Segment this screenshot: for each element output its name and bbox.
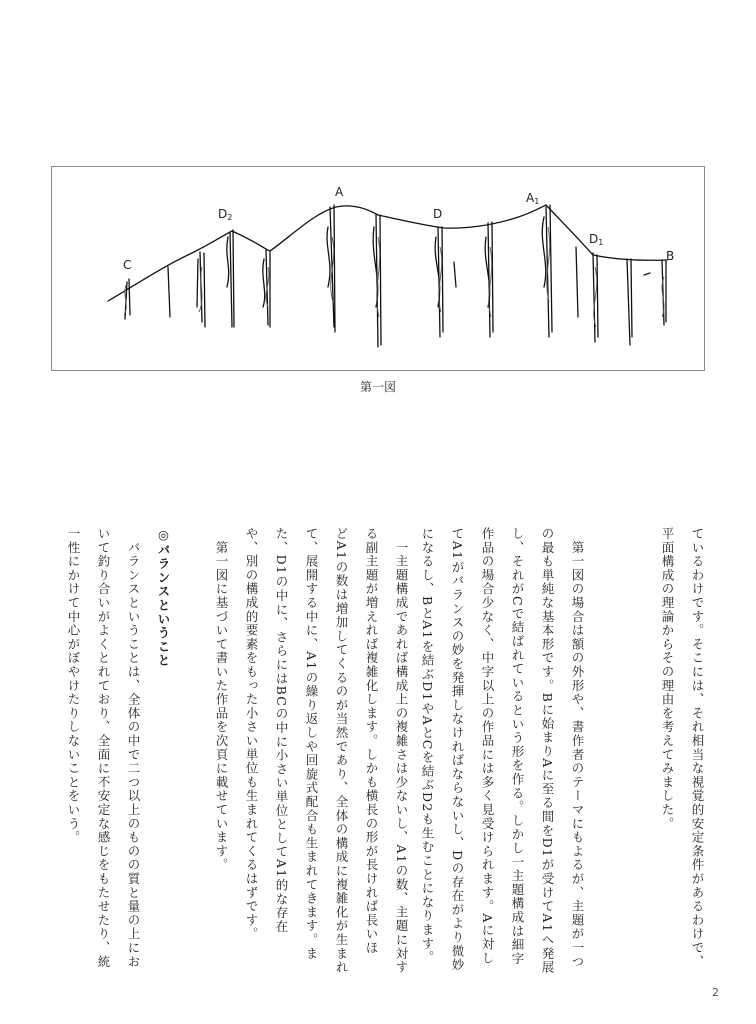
text-line: 作品の場合少なく、中字以上の作品には多く見受けられます。Aに対し	[480, 527, 495, 966]
text-block-4	[58, 527, 178, 977]
text-block-3	[206, 527, 416, 977]
text-line: 第一図に基づいて書いた作品を次頁に載せています。	[214, 527, 229, 872]
text-line: いて釣り合いがよくとれており、全面に不安定な感じをもたせたり、統	[96, 527, 111, 969]
page-number: 2	[712, 986, 719, 999]
text-line: 一性にかけて中心がぼやけたりしないことをいう。	[66, 527, 81, 845]
label-b: B	[666, 249, 675, 263]
text-line: る副主題が増えれば複雑化します。しかも横長の形が長ければ長いほ	[364, 527, 379, 955]
text-line: てA1がバランスの妙を発揮しなければならないし、Dの存在がより微妙	[450, 527, 465, 972]
label-a1: $A_1$	[526, 191, 540, 206]
figure-caption: 第一図	[359, 380, 396, 394]
text-line: 平面構成の理論からその理由を考えてみました。	[660, 527, 675, 831]
label-d1: $D_1$	[589, 232, 604, 247]
text-line: し、それがCで結ばれているという形を作る。しかし一主題構成は細字	[510, 527, 525, 966]
text-line: の最も単純な基本形です。Bに始まりAに至る間をD1が受けてA1へ発展	[540, 527, 555, 975]
text-line: になるし、BとA1を結ぶD1やAとCを結ぶD2も生むことになります。	[420, 527, 435, 965]
label-d2: $D_2$	[218, 207, 233, 222]
text-line: ているわけです。そこには、それ相当な視覚的安定条件があるわけで、	[690, 527, 705, 969]
text-line: や、別の構成的要素をもった小さい単位も生まれてくるはずです。	[244, 527, 259, 941]
section-heading-balance: ◎バランスということ	[156, 527, 171, 668]
text-line: 第一図の場合は額の外形や、書作者のテーマにもよるが、主題が一つ	[570, 527, 585, 969]
text-line: 一主題構成であれば構成上の複雑さは少ないし、A1の数、主題に対す	[394, 527, 409, 975]
text-line: て、展開する中に、A1の繰り返しや回旋式配合も生まれてきます。ま	[304, 527, 319, 961]
figure-frame	[51, 166, 705, 371]
text-line: バランスということは、全体の中で二つ以上のものの質と量の上にお	[126, 527, 141, 969]
text-line: た、D1の中に、さらにはBCの中に小さい単位としてA1的な存在	[274, 527, 289, 934]
label-c: C	[123, 258, 132, 272]
label-a: A	[335, 185, 344, 199]
mountain-contour-sketch	[52, 167, 706, 372]
label-d: D	[433, 207, 443, 221]
text-line: どA1の数は増加してくるのが当然であり、全体の構成に複雑化が生まれ	[334, 527, 349, 975]
contour-line	[108, 205, 667, 301]
text-block-1	[652, 527, 712, 977]
text-block-2	[412, 527, 592, 977]
